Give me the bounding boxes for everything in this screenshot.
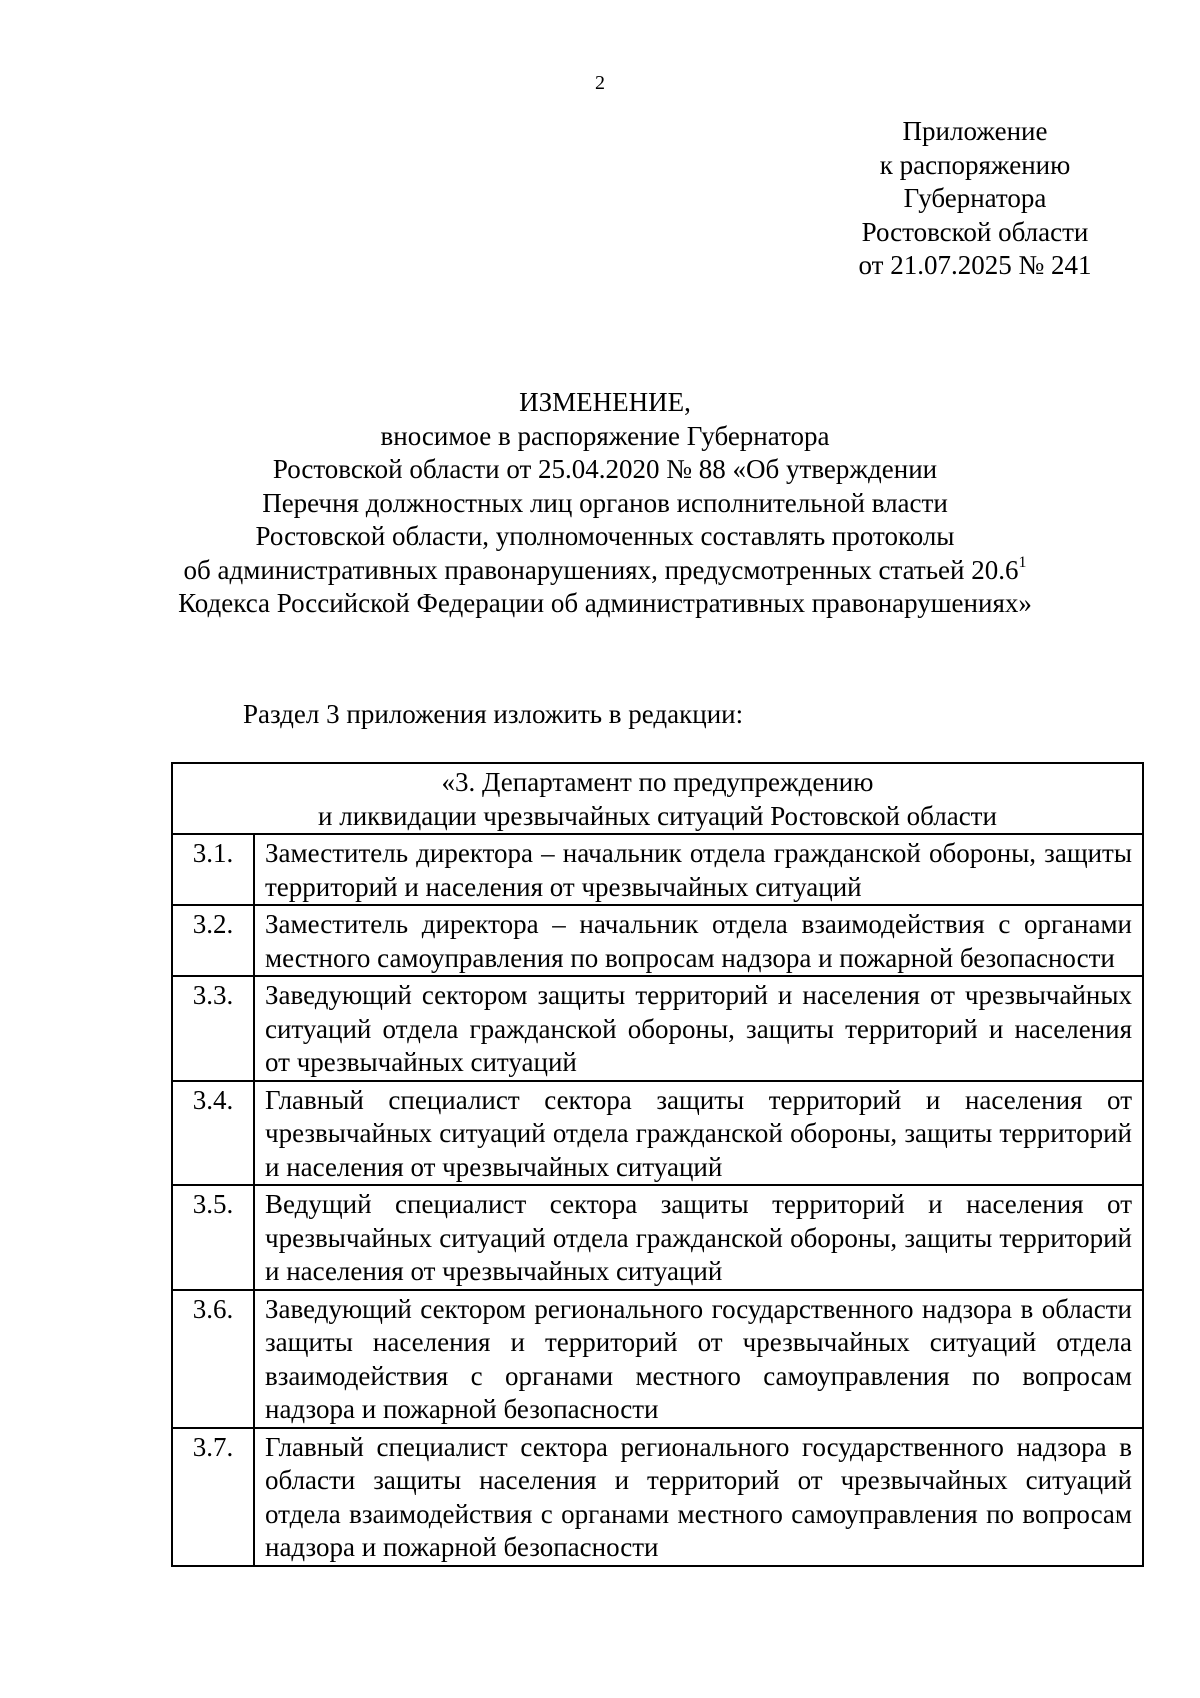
- row-number: 3.7.: [172, 1428, 254, 1566]
- title-line: Кодекса Российской Федерации об административных правонарушениях»: [178, 588, 1032, 618]
- table-row: [172, 834, 1143, 905]
- title-line: Ростовской области, уполномоченных составлять протоколы: [255, 521, 955, 551]
- document-title: [150, 386, 1060, 621]
- row-position-text: Ведущий специалист сектора защиты территорий и населения от чрезвычайных ситуаций отдела гражданской обороны, защиты территорий и населения от чрезвычайных ситуаций: [254, 1185, 1143, 1290]
- row-number: 3.1.: [172, 834, 254, 905]
- row-number: 3.2.: [172, 905, 254, 976]
- title-heading: ИЗМЕНЕНИЕ,: [519, 387, 691, 417]
- approval-line: к распоряжению: [879, 149, 1071, 180]
- article-superscript: 1: [1018, 553, 1027, 571]
- title-line: [150, 554, 1060, 588]
- table-row: [172, 1428, 1143, 1566]
- row-number: 3.5.: [172, 1185, 254, 1290]
- row-number: 3.6.: [172, 1290, 254, 1428]
- positions-table: [171, 762, 1144, 1567]
- row-number: 3.3.: [172, 976, 254, 1081]
- approval-line: Приложение: [902, 116, 1048, 146]
- title-line: Ростовской области от 25.04.2020 № 88 «Об утверждении: [272, 454, 938, 484]
- table-header-line: «3. Департамент по предупреждению: [441, 767, 874, 797]
- row-position-text: Главный специалист сектора регионального государственного надзора в области защиты населения и территорий от чрезвычайных ситуаций отдела взаимодействия с органами местного самоуправления по вопросам надзора и пожарной безопасности: [254, 1428, 1143, 1566]
- row-position-text: Заведующий сектором регионального государственного надзора в области защиты населения и территорий от чрезвычайных ситуаций отдела взаимодействия с органами местного самоуправления по вопросам надзора и пожарной безопасности: [254, 1290, 1143, 1428]
- row-position-text: Заместитель директора – начальник отдела взаимодействия с органами местного самоуправления по вопросам надзора и пожарной безопасности: [254, 905, 1143, 976]
- table-row: [172, 1185, 1143, 1290]
- table-row: [172, 1081, 1143, 1186]
- table-row: [172, 905, 1143, 976]
- row-position-text: Заведующий сектором защиты территорий и населения от чрезвычайных ситуаций отдела гражданской обороны, защиты территорий и населения от чрезвычайных ситуаций: [254, 976, 1143, 1081]
- table-header-cell: [172, 763, 1143, 834]
- approval-line: от 21.07.2025 № 241: [858, 250, 1092, 280]
- page-number: 2: [595, 72, 605, 94]
- row-position-text: Заместитель директора – начальник отдела гражданской обороны, защиты территорий и населения от чрезвычайных ситуаций: [254, 834, 1143, 905]
- intro-paragraph: Раздел 3 приложения изложить в редакции:: [243, 699, 744, 729]
- approval-block: [830, 115, 1120, 283]
- title-line-text: об административных правонарушениях, предусмотренных статьей 20.6: [183, 554, 1019, 585]
- row-number: 3.4.: [172, 1081, 254, 1186]
- table-header-row: [172, 763, 1143, 834]
- table-header-line: и ликвидации чрезвычайных ситуаций Ростовской области: [318, 800, 997, 831]
- table-row: [172, 976, 1143, 1081]
- title-line: Перечня должностных лиц органов исполнительной власти: [262, 487, 948, 518]
- approval-line: Ростовской области: [861, 216, 1089, 247]
- title-line: вносимое в распоряжение Губернатора: [380, 420, 830, 451]
- table-row: [172, 1290, 1143, 1428]
- row-position-text: Главный специалист сектора защиты территорий и населения от чрезвычайных ситуаций отдела гражданской обороны, защиты территорий и населения от чрезвычайных ситуаций: [254, 1081, 1143, 1186]
- approval-line: Губернатора: [903, 183, 1047, 213]
